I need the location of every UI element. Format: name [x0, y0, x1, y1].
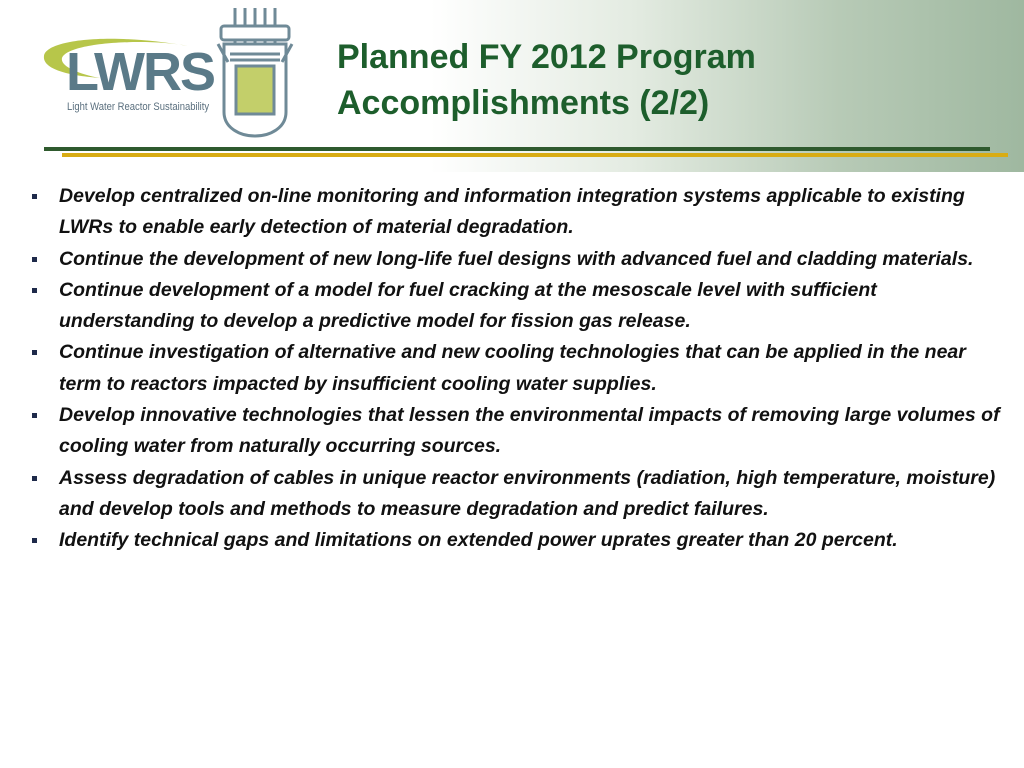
bullet-square-icon	[32, 288, 37, 293]
bullet-square-icon	[32, 538, 37, 543]
accomplishments-list	[30, 181, 1005, 557]
bullet-text: Continue development of a model for fuel cracking at the mesoscale level with sufficient understanding to develop a predictive model for fission gas release.	[59, 278, 877, 333]
bullet-square-icon	[32, 413, 37, 418]
bullet-text: Continue the development of new long-life fuel designs with advanced fuel and cladding materials.	[59, 247, 974, 270]
bullet-text: Identify technical gaps and limitations on extended power uprates greater than 20 percent.	[59, 529, 898, 552]
slide-title	[337, 34, 997, 126]
bullet-text: Continue investigation of alternative and new cooling technologies that can be applied in the near term to reactors impacted by insufficient cooling water supplies.	[59, 341, 966, 395]
list-item	[30, 400, 1005, 463]
list-item	[30, 525, 1005, 556]
bullet-text: Develop centralized on-line monitoring and information integration systems applicable to existing LWRs to enable early detection of material degradation.	[59, 185, 965, 239]
bullet-square-icon	[32, 350, 37, 355]
reactor-vessel-icon	[218, 8, 292, 136]
list-item	[30, 337, 1005, 400]
title-line-1: Planned FY 2012 Program	[337, 38, 756, 76]
list-item	[30, 275, 1005, 338]
bullet-square-icon	[32, 194, 37, 199]
header-rule-green	[44, 147, 990, 151]
bullet-square-icon	[32, 476, 37, 481]
bullet-text: Develop innovative technologies that lessen the environmental impacts of removing large volumes of cooling water from naturally occurring sources.	[59, 404, 1000, 458]
list-item	[30, 463, 1005, 526]
header-rule-gold	[62, 153, 1008, 157]
title-line-2: Accomplishments (2/2)	[337, 84, 710, 122]
bullet-square-icon	[32, 257, 37, 262]
lwrs-logo	[38, 4, 308, 140]
list-item	[30, 244, 1005, 275]
bullet-text: Assess degradation of cables in unique reactor environments (radiation, high temperature, moisture) and develop tools and methods to measure degradation and predict failures.	[59, 466, 996, 520]
logo-subtitle: Light Water Reactor Sustainability	[67, 101, 210, 113]
lwrs-logo-graphic	[38, 4, 308, 140]
list-item	[30, 181, 1005, 244]
svg-text:LWRS: LWRS	[66, 42, 214, 102]
